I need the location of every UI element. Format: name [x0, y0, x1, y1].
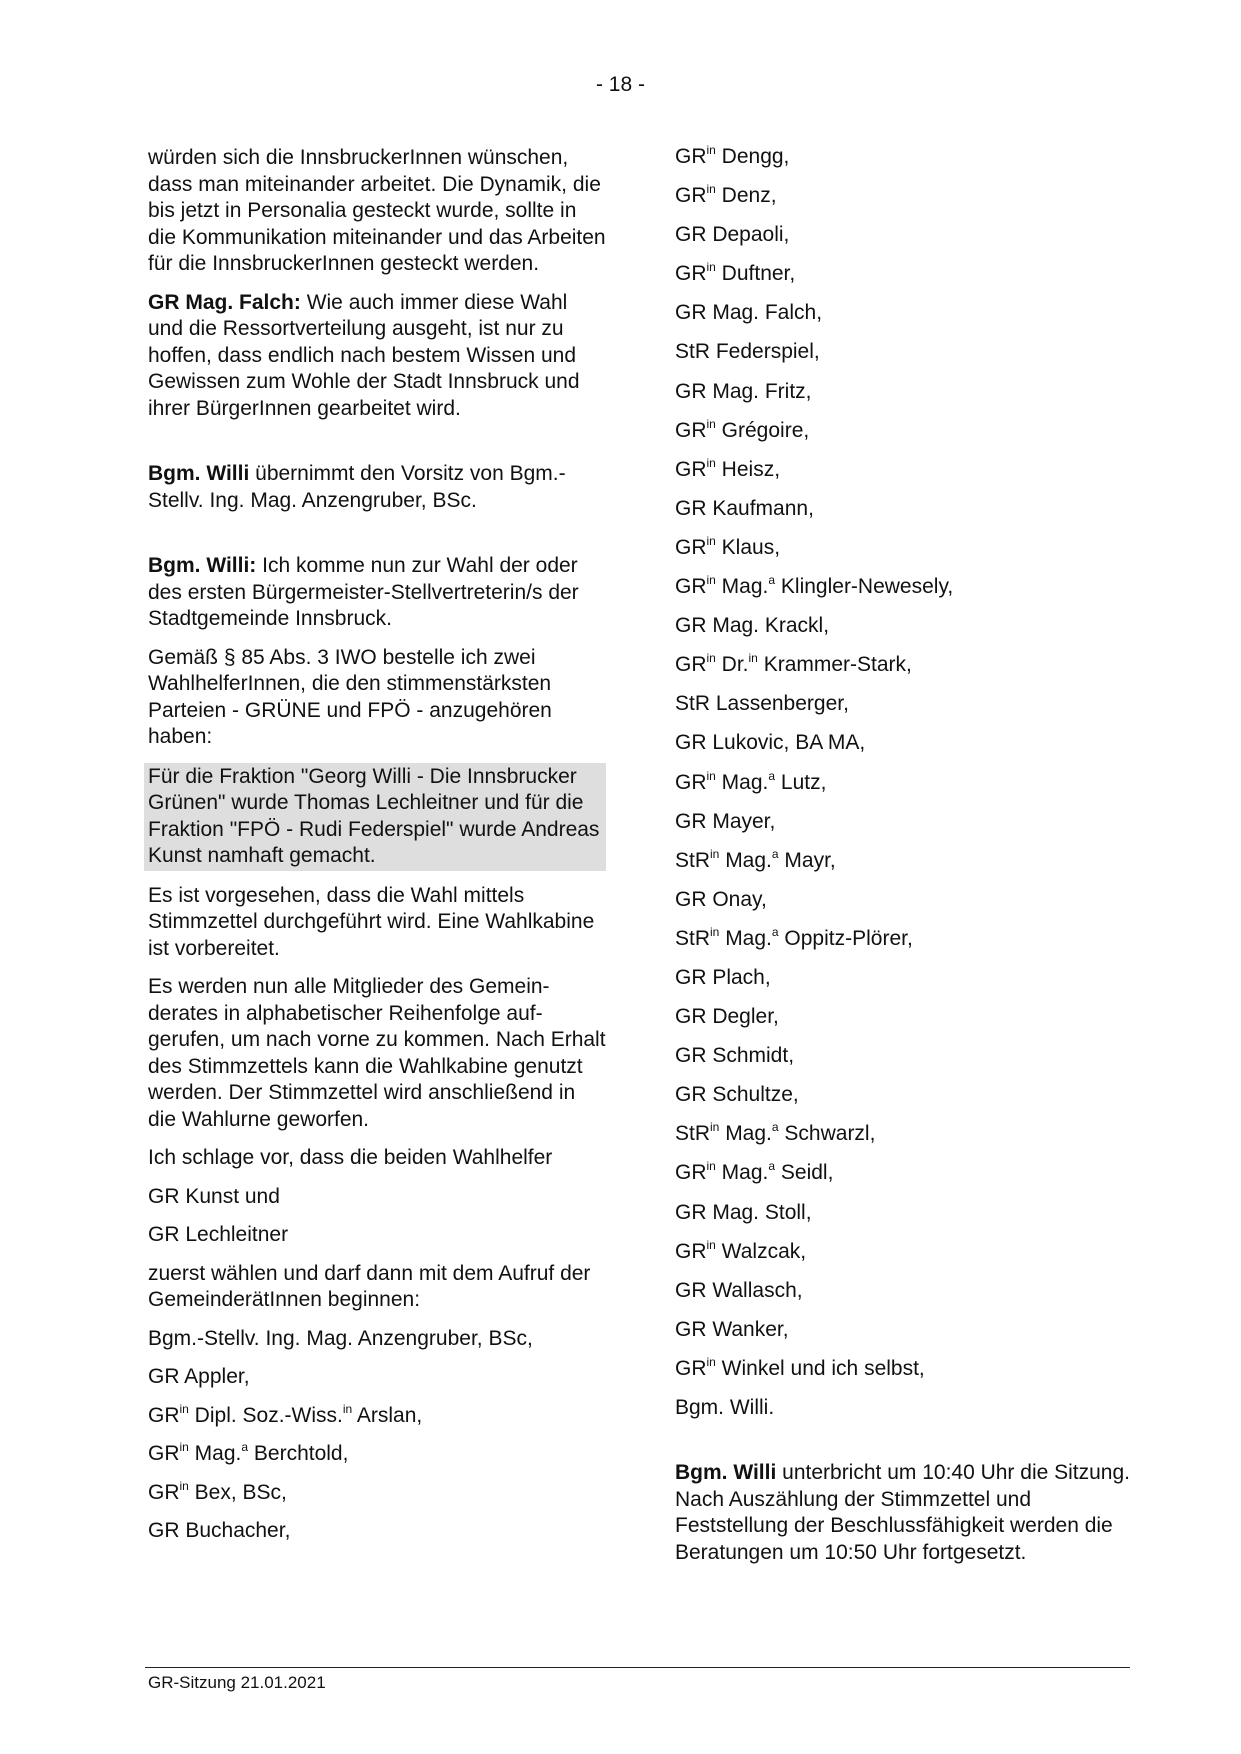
list-item: StR$^{in}$ Mag.$^a$ Oppitz-Plörer, [675, 924, 913, 950]
list-item: GR Lechleitner [148, 1223, 289, 1246]
list-item: Bgm. Willi. [675, 1396, 775, 1419]
list-item: GR Lukovic, BA MA, [675, 731, 866, 755]
list-item: GR Depaoli, [675, 223, 790, 247]
list-item: GR Wanker, [675, 1317, 789, 1341]
list-item: GR Mag. Fritz, [675, 379, 812, 403]
speech-text: Wie auch immer diese Wahl und die Ressortverteilung ausgeht, ist nur zu hoffen, dass endlich nach bestem Wissen und Gewissen zum Wohle der Stadt Innsbruck und ihrer BürgerInnen gearbeitet wird. [148, 290, 580, 420]
paragraph [148, 553, 608, 633]
list-item: $GR^{in}$ Dipl. Soz.-Wiss.$^{in}$ Arslan, [148, 1401, 423, 1427]
paragraph [148, 290, 608, 423]
highlighted-paragraph: Für die Fraktion "Georg Willi - Die Innsbrucker Grünen" wurde Thomas Lechleitner und für die Fraktion "FPÖ - Rudi Federspiel" wurde Andreas Kunst namhaft gemacht. [144, 763, 606, 871]
footer-text: GR-Sitzung 21.01.2021 [148, 1673, 326, 1692]
list-item: StR Federspiel, [675, 340, 820, 364]
list-item: $GR^{in}$ Dengg, [675, 143, 790, 168]
paragraph: würden sich die InnsbruckerInnen wünschen, dass man miteinander arbeitet. Die Dynamik, die bis jetzt in Personalia gesteckt wurde, sollte in die Kommunikation miteinander und das Arbeiten für die InnsbruckerInnen gesteckt werden. [148, 146, 606, 275]
list-item: $GR^{in}$ Bex, BSc, [148, 1478, 287, 1504]
right-column [675, 144, 1135, 1579]
list-item: StR Lassenberger, [675, 692, 849, 716]
list-item: GR Wallasch, [675, 1278, 803, 1302]
list-item: $GR^{in}$ Denz, [675, 182, 777, 208]
list-item: Bgm.-Stellv. Ing. Mag. Anzengruber, BSc, [148, 1326, 533, 1350]
speaker-name: Bgm. Willi [675, 1461, 777, 1485]
list-item: GR Mag. Stoll, [675, 1200, 812, 1224]
list-item: $GR^{in}$ Winkel und ich selbst, [675, 1354, 925, 1380]
list-item: GR Mag. Krackl, [675, 614, 830, 638]
list-item: $GR^{in}$ Mag.$^a$ Seidl, [675, 1159, 834, 1185]
list-item: $GR^{in}$ Walzcak, [675, 1237, 807, 1263]
speaker-name: Bgm. Willi: [148, 554, 257, 577]
list-item: StR$^{in}$ Mag.$^a$ Schwarzl, [675, 1120, 876, 1146]
list-item: $GR^{in}$ Klaus, [675, 533, 781, 559]
paragraph: Es werden nun alle Mitglieder des Gemeinderates in alphabetischer Reihenfolge aufgerufen, um nach vorne zu kommen. Nach Erhalt des Stimmzettels kann die Wahlkabine genutzt werden. Der Stimmzettel wird anschließend in die Wahlurne geworfen. [148, 975, 606, 1131]
list-item: $GR^{in}$ Duftner, [675, 260, 796, 286]
page-number: - 18 - [595, 73, 645, 96]
paragraph: zuerst wählen und darf dann mit dem Aufruf der GemeinderätInnen beginnen: [148, 1261, 591, 1311]
list-item: GR Kunst und [148, 1184, 280, 1208]
speech-text: übernimmt den Vorsitz von Bgm.-Stellv. Ing. Mag. Anzengruber, BSc. [148, 462, 566, 512]
list-item: GR Onay, [675, 887, 767, 911]
list-item: $GR^{in}$ Grégoire, [675, 416, 810, 442]
footer-divider [145, 1667, 1130, 1668]
list-item: GR Kaufmann, [675, 496, 814, 520]
paragraph: Ich schlage vor, dass die beiden Wahlhelfer [148, 1146, 553, 1169]
list-item: GR Degler, [675, 1005, 779, 1029]
list-item: GR Buchacher, [148, 1519, 291, 1542]
list-item: GR Plach, [675, 965, 771, 989]
list-item: $GR^{in}$ Mag.$^a$ Berchtold, [148, 1440, 349, 1465]
paragraph: Es ist vorgesehen, dass die Wahl mittels Stimmzettel durchgeführt wird. Eine Wahlkabine ist vorbereitet. [148, 883, 595, 960]
speech-text: Ich komme nun zur Wahl der oder des ersten Bürgermeister-Stellvertreterin/s der Stadtgemeinde Innsbruck. [148, 554, 579, 630]
list-item: $GR^{in}$ Dr.$^{in}$ Krammer-Stark, [675, 651, 912, 677]
list-item: GR Appler, [148, 1365, 250, 1388]
paragraph: Gemäß § 85 Abs. 3 IWO bestelle ich zwei WahlhelferInnen, die den stimmenstärksten Parteien - GRÜNE und FPÖ - anzugehören haben: [148, 645, 552, 748]
paragraph [148, 461, 608, 514]
list-item: GR Mayer, [675, 809, 776, 833]
speaker-name: Bgm. Willi [148, 462, 250, 485]
speaker-name: GR Mag. Falch: [148, 290, 301, 314]
left-column [148, 145, 608, 1557]
list-item: $GR^{in}$ Mag.$^a$ Klingler-Newesely, [675, 573, 954, 599]
speech-text: unterbricht um 10:40 Uhr die Sitzung. Nach Auszählung der Stimmzettel und Feststellung der Beschlussfähigkeit werden die Beratungen um 10:50 Uhr fortgesetzt. [675, 1461, 1131, 1564]
list-item: $GR^{in}$ Mag.$^a$ Lutz, [675, 768, 827, 794]
list-item: StR$^{in}$ Mag.$^a$ Mayr, [675, 846, 836, 872]
list-item: GR Mag. Falch, [675, 301, 823, 325]
paragraph [675, 1460, 1135, 1566]
list-item: GR Schmidt, [675, 1044, 795, 1068]
list-item: $GR^{in}$ Heisz, [675, 455, 781, 481]
list-item: GR Schultze, [675, 1083, 799, 1107]
